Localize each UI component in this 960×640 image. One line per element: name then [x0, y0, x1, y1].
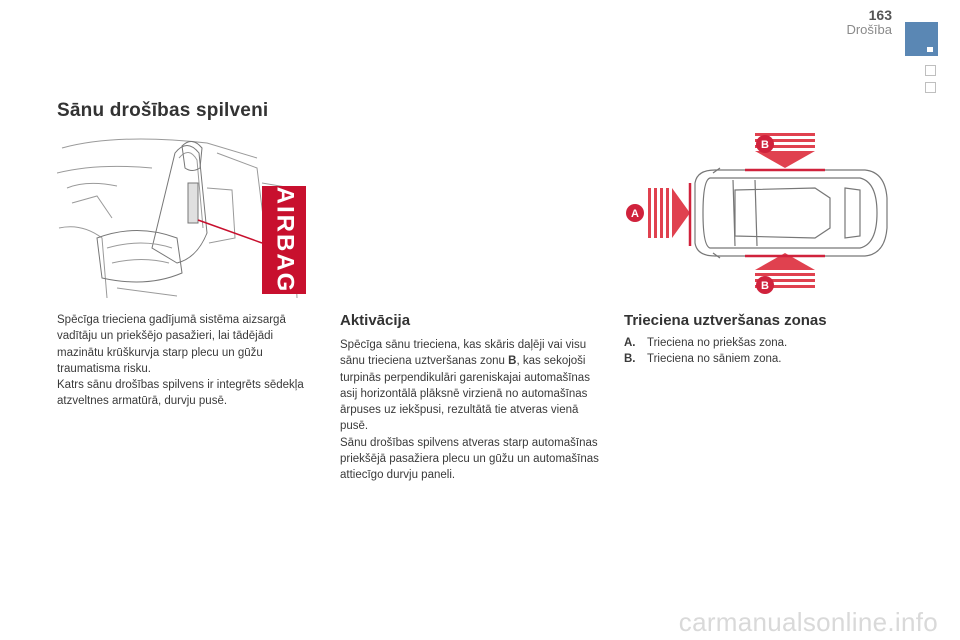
watermark: carmanualsonline.info — [678, 607, 938, 637]
zone-label-b-top: B — [761, 138, 769, 151]
activation-heading: Aktivācija — [340, 312, 411, 329]
activation-paragraph: Sānu drošības spilvens atveras starp automašīnas priekšējā pasažiera plecu un gūžu un automašīnas attiecīgo durvju paneli. — [340, 436, 599, 482]
zone-key: A. — [624, 337, 636, 349]
zone-label-b-bottom: B — [761, 279, 769, 292]
intro-paragraph: Spēcīga trieciena gadījumā sistēma aizsargā vadītāju un priekšējo pasažieri, lai tādējādi mazinātu krūškurvja starp plecu un gūžu traumatisma risku. — [57, 314, 286, 375]
section-name: Drošība — [846, 22, 892, 37]
intro-paragraph: Katrs sānu drošības spilvens ir integrēts sēdekļa atzveltnes armatūrā, durvju pusē. — [57, 379, 304, 408]
seat-airbag-illustration — [57, 128, 307, 300]
chapter-tab-box — [925, 65, 936, 76]
chapter-tab-active — [905, 22, 938, 56]
list-item — [624, 351, 884, 367]
chapter-tab-box — [925, 82, 936, 93]
zone-label-a: A — [631, 207, 639, 220]
list-item — [624, 335, 884, 351]
activation-text — [340, 337, 600, 484]
zone-key: B. — [624, 353, 636, 366]
zone-text: Trieciena no priekšas zona. — [647, 337, 788, 349]
zone-ref-b: B — [508, 355, 517, 368]
intro-text — [57, 312, 312, 410]
zones-heading: Trieciena uztveršanas zonas — [624, 312, 827, 329]
zone-text: Trieciena no sāniem zona. — [647, 353, 782, 366]
page-number: 163 — [868, 7, 892, 23]
airbag-label: AIRBAG — [271, 186, 299, 294]
zones-list — [624, 335, 884, 368]
page-title: Sānu drošības spilveni — [57, 100, 269, 121]
activation-paragraph: Spēcīga sānu trieciena, kas skāris daļēji vai visu sānu trieciena uztveršanas zonu B, kas sekojoši turpinās perpendikulāri gareniskajai automašīnas asij horizontālā plāksnē virzienā no automašīnas ārpuses uz iekšpusi, rezultātā tie atveras vienā pusē. — [340, 339, 590, 433]
front-impact-arrow — [648, 188, 690, 238]
car-impact-zones-illustration — [615, 128, 895, 300]
